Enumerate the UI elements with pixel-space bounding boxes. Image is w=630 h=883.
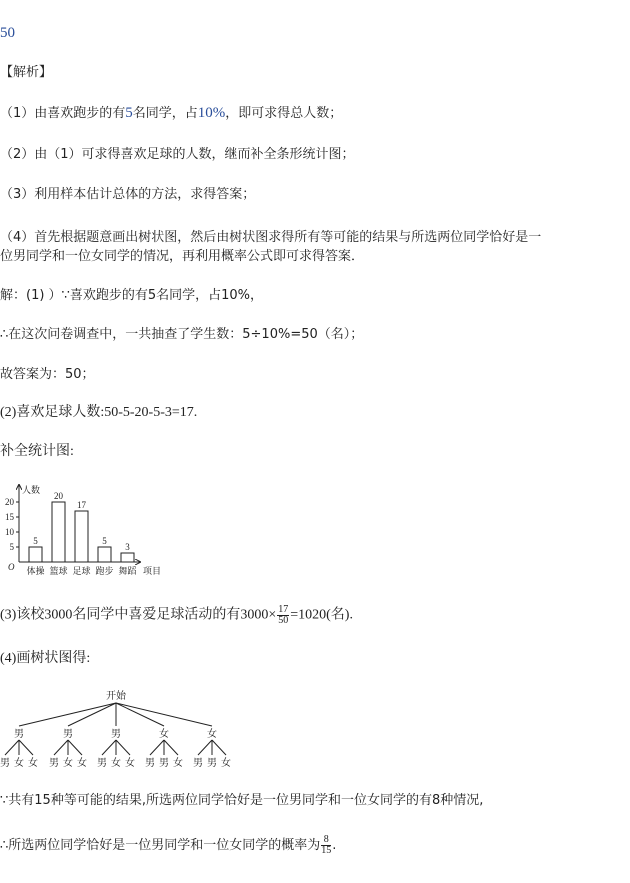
solution-step-6 <box>0 605 353 626</box>
tree-branch-1 <box>68 703 116 726</box>
analysis-step-4-line-2: 位男同学和一位女同学的情况，再利用概率公式即可求得答案． <box>0 249 365 264</box>
tree-branch-2 <box>150 740 164 755</box>
solution-step-3: 故答案为：50； <box>0 367 95 382</box>
y-axis-label: 人数 <box>22 485 41 495</box>
tree-branch-2 <box>5 740 19 755</box>
solution-step-9-text: ∴所选两位同学恰好是一位男同学和一位女同学的概率为 <box>0 838 321 853</box>
tree-branch-2 <box>116 740 130 755</box>
tree-node-level2: 男 <box>193 758 203 769</box>
tree-root-label: 开始 <box>106 691 126 702</box>
analysis-step-4-line-1: （4）首先根据题意画出树状图，然后由树状图求得所有等可能的结果与所选两位同学恰好是一 <box>0 230 542 245</box>
fraction-numerator: 17 <box>278 604 289 615</box>
tree-labels <box>0 689 231 769</box>
analysis-step-2: （2）由（1）可求得喜欢足球的人数，继而补全条形统计图； <box>0 147 355 162</box>
category-label: 足球 <box>72 566 91 576</box>
bar-体操 <box>29 547 42 562</box>
category-label: 跑步 <box>95 566 114 576</box>
tree-branch-2 <box>102 740 116 755</box>
bar-value-label: 20 <box>54 491 63 501</box>
tree-branch-1 <box>19 703 116 726</box>
tree-node-level2: 女 <box>63 758 73 769</box>
analysis-step-1-text-mid: 名同学，占 <box>132 106 198 121</box>
tree-branch-2 <box>19 740 33 755</box>
y-tick-label: 15 <box>5 512 14 522</box>
tree-diagram <box>0 688 245 770</box>
tree-branch-2 <box>54 740 68 755</box>
bar-舞蹈 <box>121 553 134 562</box>
tree-branch-2 <box>164 740 178 755</box>
tree-node-level1: 女 <box>207 729 217 740</box>
bar-chart <box>0 482 175 577</box>
answer-value: 50 <box>0 25 15 41</box>
tree-node-level2: 女 <box>221 758 231 769</box>
tree-node-level2: 女 <box>28 758 38 769</box>
fraction-numerator: 8 <box>321 835 331 846</box>
tree-branch-2 <box>68 740 82 755</box>
tree-node-level1: 男 <box>63 729 73 740</box>
tree-node-level1: 女 <box>159 729 169 740</box>
solution-step-9 <box>0 835 336 856</box>
analysis-step-1-percent: 10% <box>197 105 226 121</box>
fraction-denominator: 15 <box>321 845 332 856</box>
solution-step-5: 补全统计图: <box>0 444 74 459</box>
bar-跑步 <box>98 547 111 562</box>
solution-step-4: (2)喜欢足球人数:50-5-20-5-3=17. <box>0 405 198 420</box>
fraction-denominator: 50 <box>278 615 289 626</box>
y-tick-label: 5 <box>9 542 14 552</box>
tree-node-level2: 男 <box>0 758 10 769</box>
bar-value-label: 3 <box>125 542 130 552</box>
category-label: 舞蹈 <box>118 566 137 576</box>
solution-step-9-end: . <box>332 838 337 853</box>
solution-step-1: 解：(1) ）∵喜欢跑步的有5名同学，占10%， <box>0 288 263 303</box>
solution-step-8: ∵共有15种等可能的结果,所选两位同学恰好是一位男同学和一位女同学的有8种情况, <box>0 793 484 808</box>
tree-branch-1 <box>116 703 164 726</box>
solution-step-7: (4)画树状图得: <box>0 651 91 666</box>
category-label: 体操 <box>26 566 45 576</box>
tree-node-level1: 男 <box>111 729 121 740</box>
tree-node-level2: 女 <box>14 758 24 769</box>
y-tick-label: 20 <box>5 497 14 507</box>
tree-node-level2: 女 <box>173 758 183 769</box>
bar-篮球 <box>52 502 65 562</box>
tree-node-level2: 女 <box>125 758 135 769</box>
tree-branch-2 <box>198 740 212 755</box>
y-ticks <box>5 497 19 552</box>
tree-node-level2: 男 <box>207 758 217 769</box>
y-tick-label: 10 <box>5 527 14 537</box>
tree-node-level2: 女 <box>111 758 121 769</box>
category-label: 篮球 <box>49 566 68 576</box>
analysis-step-1-number: 5 <box>125 105 133 121</box>
analysis-step-1-text-end: ，即可求得总人数； <box>225 106 343 121</box>
tree-node-level2: 男 <box>145 758 155 769</box>
analysis-title: 【解析】 <box>0 65 53 80</box>
x-axis-label: 项目 <box>143 566 162 576</box>
tree-node-level1: 男 <box>14 729 24 740</box>
bar-value-label: 17 <box>77 500 86 510</box>
tree-node-level2: 男 <box>159 758 169 769</box>
solution-step-6-result: =1020(名). <box>290 607 353 623</box>
tree-node-level2: 女 <box>77 758 87 769</box>
bar-value-label: 5 <box>102 536 107 546</box>
tree-node-level2: 男 <box>49 758 59 769</box>
bars <box>26 491 136 576</box>
bar-value-label: 5 <box>33 536 38 546</box>
analysis-step-1 <box>0 104 342 123</box>
fraction-17-50 <box>277 605 289 626</box>
tree-branch-1 <box>116 703 212 726</box>
fraction-8-15 <box>321 835 331 856</box>
bar-足球 <box>75 511 88 562</box>
tree-node-level2: 男 <box>97 758 107 769</box>
solution-step-6-text: (3)该校3000名同学中喜爱足球活动的有3000× <box>0 607 277 623</box>
origin-label: O <box>8 562 15 572</box>
analysis-step-1-text: （1）由喜欢跑步的有 <box>0 106 126 121</box>
tree-branch-2 <box>212 740 226 755</box>
solution-step-2: ∴在这次问卷调查中，一共抽查了学生数：5÷10%=50（名）； <box>0 327 364 342</box>
analysis-step-3: （3）利用样本估计总体的方法，求得答案； <box>0 187 256 202</box>
